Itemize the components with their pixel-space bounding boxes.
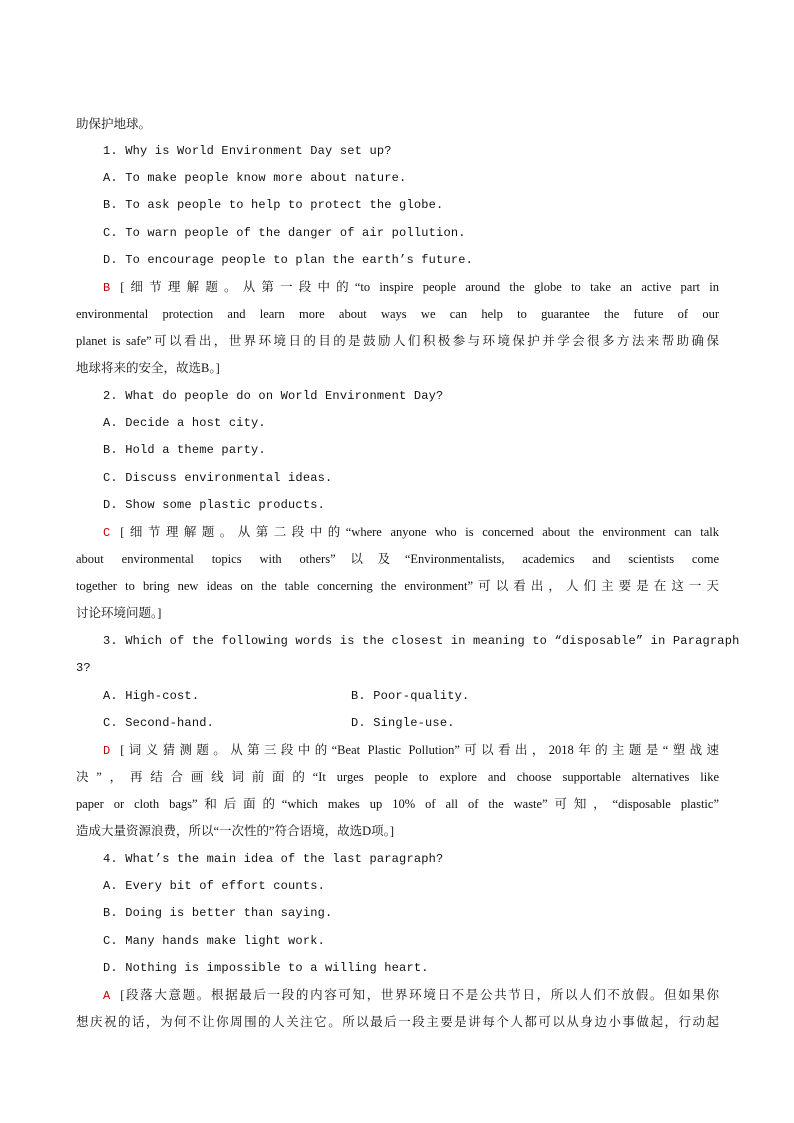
q2-option-a: A. Decide a host city. — [103, 416, 266, 430]
q2-option-b: B. Hold a theme party. — [103, 443, 266, 457]
q4-option-d: D. Nothing is impossible to a willing heart. — [103, 961, 429, 975]
q3-explanation-line: 决”，再结合画线词前面的“It urges people to explore and choose supportable alternatives like — [76, 770, 719, 784]
q2-option-d: D. Show some plastic products. — [103, 498, 326, 512]
q2-explanation-line: together to bring new ideas on the table concerning the environment”可以看出，人们主要是在这一天 — [76, 579, 719, 593]
q1-option-b: B. To ask people to help to protect the globe. — [103, 198, 444, 212]
q3-options-row-1 — [103, 686, 719, 706]
q2-explanation-line: C [细节理解题。从第二段中的“where anyone who is concerned about the environment can talk — [103, 525, 719, 540]
q3-options-row-2 — [103, 713, 719, 733]
q1-option-c: C. To warn people of the danger of air pollution. — [103, 226, 466, 240]
q3-option-a: A. High-cost. — [103, 689, 200, 703]
q2-explanation-line: about environmental topics with others”以及“Environmentalists, academics and scientists come — [76, 552, 719, 566]
q1-explanation-line: 地球将来的安全，故选B。] — [76, 361, 220, 375]
q1-answer: B — [103, 281, 111, 295]
q3-option-c: C. Second-hand. — [103, 716, 215, 730]
q3-option-d: D. Single-use. — [351, 716, 455, 730]
q3-explanation-line: paper or cloth bags”和后面的“which makes up 10% of all of the waste”可知，“disposable plastic” — [76, 797, 719, 811]
q4-explanation-line: A [段落大意题。根据最后一段的内容可知，世界环境日不是公共节日，所以人们不放假。但如果你 — [103, 988, 719, 1003]
q3-stem: 3. Which of the following words is the closest in meaning to “disposable” in Paragraph — [103, 634, 740, 648]
q4-answer: A — [103, 989, 111, 1003]
q1-explanation-line: planet is safe”可以看出，世界环境日的目的是鼓励人们积极参与环境保护并学会很多方法来帮助确保 — [76, 334, 719, 348]
q3-answer: D — [103, 744, 111, 758]
q1-explanation-line: environmental protection and learn more about ways we can help to guarantee the future of our — [76, 307, 719, 321]
q4-stem: 4. What’s the main idea of the last paragraph? — [103, 852, 444, 866]
q3-stem-cont: 3? — [76, 661, 91, 675]
q2-stem: 2. What do people do on World Environment Day? — [103, 389, 444, 403]
q3-option-b: B. Poor-quality. — [351, 689, 470, 703]
q2-explanation-line: 讨论环境问题。] — [76, 606, 162, 620]
q1-option-a: A. To make people know more about nature. — [103, 171, 407, 185]
q3-explanation-line: 造成大量资源浪费，所以“一次性的”符合语境，故选D项。] — [76, 824, 395, 838]
q4-option-c: C. Many hands make light work. — [103, 934, 326, 948]
intro-tail: 助保护地球。 — [76, 117, 152, 131]
q1-explanation-line: B [细节理解题。从第一段中的“to inspire people around the globe to take an active part in — [103, 280, 719, 295]
q4-option-a: A. Every bit of effort counts. — [103, 879, 326, 893]
q1-option-d: D. To encourage people to plan the earth’s future. — [103, 253, 474, 267]
q2-option-c: C. Discuss environmental ideas. — [103, 471, 333, 485]
q3-explanation-line: D [词义猜测题。从第三段中的“Beat Plastic Pollution”可以看出，2018年的主题是“塑战速 — [103, 743, 719, 758]
q1-stem: 1. Why is World Environment Day set up? — [103, 144, 392, 158]
q2-answer: C — [103, 526, 111, 540]
q4-option-b: B. Doing is better than saying. — [103, 906, 333, 920]
q4-explanation-line: 想庆祝的话，为何不让你周围的人关注它。所以最后一段主要是讲每个人都可以从身边小事做起，行动起 — [76, 1015, 719, 1029]
